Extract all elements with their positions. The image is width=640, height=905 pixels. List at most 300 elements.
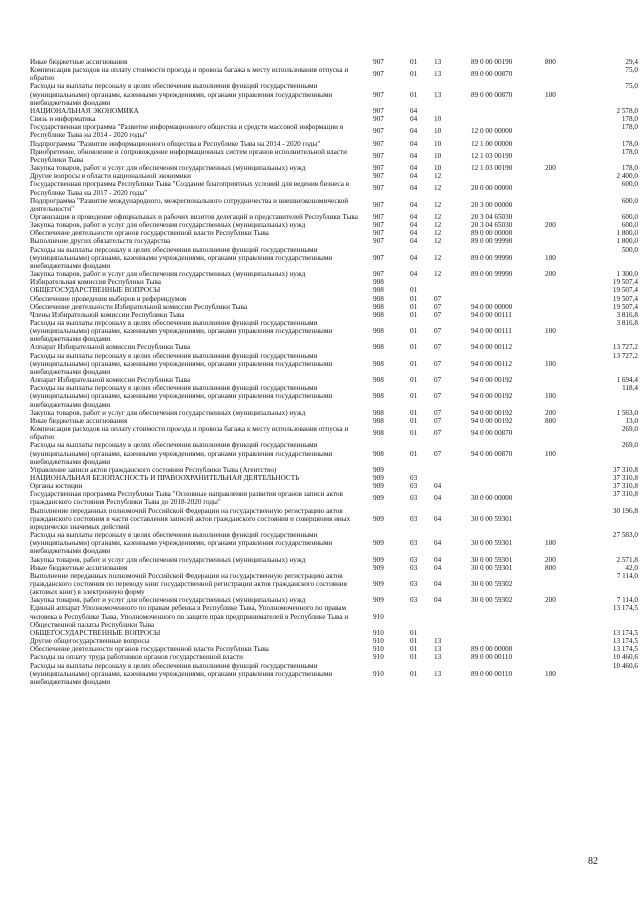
- row-name: Выполнение переданных полномочий Российской Федерации на государственную регистрацию актов гражданского состояния по переводу книг государственной регистрации актов гражданского состояния (актовых книг) в электронную форму: [30, 571, 347, 597]
- expense-type-code: [545, 376, 580, 384]
- table-row: [30, 556, 638, 564]
- section-code: 03: [410, 563, 418, 572]
- expense-type-code: 200: [545, 555, 556, 564]
- amount: 10 460,6: [612, 653, 638, 662]
- amount: 1 694,4: [616, 376, 638, 385]
- target-article-code: 94 0 00 00112: [471, 343, 513, 352]
- target-article-code: 89 0 00 00110: [471, 669, 513, 678]
- row-name: Обеспечение проведения выборов и референдумов: [30, 294, 187, 303]
- expense-type-code: [545, 490, 580, 506]
- table-row: [30, 148, 638, 164]
- table-row: [30, 180, 638, 196]
- section-code: 01: [410, 294, 418, 303]
- row-name: Обеспечение деятельности органов государственной власти Республики Тыва: [30, 645, 269, 654]
- admin-code: 908: [373, 343, 384, 352]
- admin-code: 909: [373, 539, 384, 548]
- amount: 19 507,4: [612, 286, 638, 295]
- table-row: [30, 66, 638, 82]
- subsection-code: [434, 604, 471, 628]
- subsection-code: 07: [434, 416, 442, 425]
- amount: 600,0: [621, 180, 638, 189]
- section-code: 03: [410, 580, 418, 588]
- expense-type-code: 100: [545, 253, 556, 262]
- row-name: Выполнение переданных полномочий Российской Федерации на государственную регистрацию актов гражданского состояния в части составления записей актов гражданского состояния и совершения иных юридически значимых действий: [30, 506, 351, 531]
- subsection-code: 13: [434, 70, 442, 79]
- table-row: [30, 213, 638, 221]
- section-code: 01: [410, 637, 418, 646]
- expense-type-code: 100: [545, 327, 556, 336]
- section-code: 01: [410, 302, 418, 311]
- section-code: 03: [410, 539, 418, 548]
- section-code: 04: [410, 139, 418, 148]
- subsection-code: 07: [434, 429, 442, 438]
- target-article-code: 20 3 00 00000: [471, 200, 513, 209]
- amount: 600,0: [621, 212, 638, 221]
- admin-code: 907: [373, 200, 384, 209]
- subsection-code: 04: [434, 494, 442, 503]
- row-name: Аппарат Избирательной комиссии Республики Тыва: [30, 343, 191, 352]
- target-article-code: 94 0 00 00870: [471, 429, 513, 438]
- amount: 178,0: [621, 123, 638, 132]
- admin-code: 908: [373, 294, 384, 303]
- subsection-code: 12: [434, 184, 442, 193]
- target-article-code: 89 0 00 00000: [471, 645, 513, 654]
- section-code: [410, 278, 434, 286]
- row-name: Выполнение других обязательств государства: [30, 237, 171, 246]
- amount: 600,0: [621, 196, 638, 205]
- row-name: ОБЩЕГОСУДАРСТВЕННЫЕ ВОПРОСЫ: [30, 628, 161, 637]
- target-article-code: [471, 466, 545, 474]
- amount: 7 114,0: [616, 596, 638, 605]
- section-code: 03: [410, 473, 418, 482]
- expense-type-code: 200: [545, 221, 556, 230]
- subsection-code: 13: [434, 58, 442, 66]
- row-name: Расходы на выплаты персоналу в целях обеспечения выполнения функций государственными (муниципальными) органами, казенными учреждениями, органами управления государственными внебюджетными фондами: [30, 245, 333, 270]
- expense-type-code: [545, 107, 580, 115]
- table-row: [30, 507, 638, 531]
- admin-code: 908: [373, 416, 384, 425]
- table-row: [30, 278, 638, 286]
- section-code: 04: [410, 164, 418, 173]
- expense-type-code: 100: [545, 669, 556, 678]
- expense-type-code: [545, 172, 580, 180]
- row-name: Другие общегосударственные вопросы: [30, 637, 150, 646]
- table-row: [30, 564, 638, 572]
- table-row: [30, 197, 638, 213]
- table-row: [30, 303, 638, 311]
- admin-code: 907: [373, 70, 384, 79]
- amount: 10 460,6: [612, 661, 638, 670]
- amount: 75,0: [625, 82, 638, 91]
- admin-code: 910: [373, 628, 384, 637]
- admin-code: 910: [373, 645, 384, 654]
- subsection-code: 07: [434, 343, 442, 352]
- expense-type-code: [545, 604, 580, 628]
- amount: 19 507,4: [612, 302, 638, 311]
- section-code: 01: [410, 376, 418, 385]
- table-row: [30, 572, 638, 596]
- section-code: 01: [410, 58, 418, 66]
- section-code: 01: [410, 310, 418, 319]
- expense-type-code: [545, 629, 580, 637]
- amount: 178,0: [621, 115, 638, 124]
- subsection-code: 10: [434, 115, 442, 124]
- table-row: [30, 140, 638, 148]
- row-name: Иные бюджетные ассигнования: [30, 58, 128, 66]
- row-name: Иные бюджетные ассигнования: [30, 563, 128, 572]
- row-name: Организация и проведение официальных и рабочих визитов делегаций и представителей Республики Тыва: [30, 212, 358, 221]
- amount: 13,0: [625, 416, 638, 425]
- subsection-code: 12: [434, 212, 442, 221]
- row-name: Закупка товаров, работ и услуг для обеспечения государственных (муниципальных) нужд: [30, 164, 306, 173]
- section-code: 03: [410, 596, 418, 605]
- expense-type-code: [545, 115, 580, 123]
- target-article-code: 94 0 00 00192: [471, 416, 513, 425]
- table-row: [30, 482, 638, 490]
- budget-table: [30, 58, 638, 686]
- amount: 37 310,8: [612, 490, 638, 499]
- expense-type-code: [545, 213, 580, 221]
- target-article-code: 30 0 00 59301: [471, 555, 513, 564]
- expense-type-code: 200: [545, 164, 556, 173]
- expense-type-code: 800: [545, 416, 556, 425]
- expense-type-code: 800: [545, 58, 556, 66]
- subsection-code: 12: [434, 253, 442, 262]
- target-article-code: 94 0 00 00111: [471, 327, 512, 336]
- table-row: [30, 662, 638, 686]
- target-article-code: 89 0 00 00870: [471, 70, 513, 79]
- row-name: ОБЩЕГОСУДАРСТВЕННЫЕ ВОПРОСЫ: [30, 286, 161, 295]
- expense-type-code: [545, 653, 580, 661]
- row-name: Аппарат Избирательной комиссии Республики Тыва: [30, 376, 191, 385]
- subsection-code: 10: [434, 139, 442, 148]
- section-code: 01: [410, 429, 418, 438]
- admin-code: 907: [373, 106, 384, 115]
- amount: 29,4: [625, 58, 638, 66]
- amount: 37 310,8: [612, 473, 638, 482]
- admin-code: 909: [373, 563, 384, 572]
- subsection-code: 13: [434, 653, 442, 662]
- section-code: 01: [410, 327, 418, 336]
- target-article-code: 94 0 00 00112: [471, 359, 513, 368]
- admin-code: 908: [373, 302, 384, 311]
- row-name: Государственная программа "Развитие информационного общества и средств массовой информации в Республике Тыва на 2014 - 2020 годы": [30, 123, 344, 140]
- section-code: 01: [410, 286, 418, 295]
- target-article-code: [471, 295, 545, 303]
- section-code: 04: [410, 253, 418, 262]
- subsection-code: 04: [434, 514, 442, 523]
- target-article-code: 30 0 00 59301: [471, 514, 513, 523]
- section-code: 04: [410, 212, 418, 221]
- subsection-code: [434, 629, 471, 637]
- subsection-code: [434, 466, 471, 474]
- admin-code: 907: [373, 253, 384, 262]
- row-name: НАЦИОНАЛЬНАЯ БЕЗОПАСНОСТЬ И ПРАВООХРАНИТЕЛЬНАЯ ДЕЯТЕЛЬНОСТЬ: [30, 473, 300, 482]
- row-name: Закупка товаров, работ и услуг для обеспечения государственных (муниципальных) нужд: [30, 596, 306, 605]
- row-name: Подпрограмма "Развитие информационного общества в Республике Тыва на 2014 - 2020 годы": [30, 139, 321, 148]
- amount: 13 174,5: [612, 604, 638, 613]
- admin-code: 909: [373, 555, 384, 564]
- admin-code: 907: [373, 58, 384, 66]
- target-article-code: 12 1 00 00000: [471, 139, 513, 148]
- admin-code: 907: [373, 115, 384, 124]
- subsection-code: 04: [434, 555, 442, 564]
- table-row: [30, 172, 638, 180]
- target-article-code: 94 0 00 00111: [471, 310, 512, 319]
- table-row: [30, 246, 638, 270]
- table-row: [30, 531, 638, 555]
- row-name: Другие вопросы в области национальной экономики: [30, 172, 191, 181]
- table-row: [30, 474, 638, 482]
- subsection-code: 13: [434, 669, 442, 678]
- target-article-code: 30 0 00 59301: [471, 563, 513, 572]
- admin-code: 907: [373, 212, 384, 221]
- target-article-code: 30 0 00 59301: [471, 539, 513, 548]
- amount: 2 400,0: [616, 172, 638, 181]
- section-code: [410, 466, 434, 474]
- admin-code: 907: [373, 127, 384, 136]
- amount: 27 583,0: [612, 531, 638, 540]
- admin-code: 908: [373, 429, 384, 438]
- amount: 37 310,8: [612, 482, 638, 491]
- amount: 269,0: [621, 425, 638, 434]
- section-code: 01: [410, 90, 418, 99]
- section-code: 04: [410, 106, 418, 115]
- admin-code: 907: [373, 164, 384, 173]
- subsection-code: 07: [434, 302, 442, 311]
- amount: 178,0: [621, 139, 638, 148]
- section-code: 01: [410, 628, 418, 637]
- table-row: [30, 286, 638, 294]
- row-name: Компенсация расходов на оплату стоимости проезда и провоза багажа к месту использования отпуска и обратно: [30, 66, 349, 83]
- table-row: [30, 229, 638, 237]
- amount: 600,0: [621, 221, 638, 230]
- subsection-code: 07: [434, 449, 442, 458]
- admin-code: 908: [373, 327, 384, 336]
- table-row: [30, 107, 638, 115]
- admin-code: 910: [373, 669, 384, 678]
- section-code: 01: [410, 669, 418, 678]
- target-article-code: [471, 637, 545, 645]
- section-code: [410, 604, 434, 628]
- admin-code: 910: [373, 653, 384, 662]
- subsection-code: 12: [434, 237, 442, 246]
- section-code: 04: [410, 221, 418, 230]
- target-article-code: 89 0 00 00110: [471, 653, 513, 662]
- admin-code: 907: [373, 90, 384, 99]
- target-article-code: 89 0 00 99990: [471, 237, 513, 246]
- admin-code: 909: [373, 580, 384, 588]
- expense-type-code: [545, 197, 580, 213]
- row-name: Обеспечение деятельности Избирательной комиссии Республики Тыва: [30, 302, 248, 311]
- subsection-code: 10: [434, 164, 442, 173]
- amount: 13 727,2: [612, 351, 638, 360]
- expense-type-code: [545, 237, 580, 245]
- page-number: 82: [588, 856, 598, 867]
- subsection-code: 07: [434, 359, 442, 368]
- row-name: Органы юстиции: [30, 482, 83, 491]
- expense-type-code: [545, 572, 580, 596]
- target-article-code: 89 0 00 99990: [471, 270, 513, 279]
- subsection-code: 07: [434, 294, 442, 303]
- expense-type-code: 200: [545, 596, 556, 605]
- target-article-code: 94 0 00 00192: [471, 392, 513, 401]
- amount: 178,0: [621, 147, 638, 156]
- expense-type-code: 100: [545, 359, 556, 368]
- subsection-code: 12: [434, 229, 442, 238]
- expense-type-code: [545, 278, 580, 286]
- amount: 7 114,0: [616, 571, 638, 580]
- expense-type-code: [545, 425, 580, 441]
- expense-type-code: [545, 482, 580, 490]
- subsection-code: 13: [434, 645, 442, 654]
- amount: 75,0: [625, 66, 638, 75]
- table-row: [30, 629, 638, 637]
- row-name: Связь и информатика: [30, 115, 96, 124]
- table-row: [30, 604, 638, 628]
- section-code: 01: [410, 70, 418, 79]
- section-code: 04: [410, 270, 418, 279]
- amount: 118,4: [622, 384, 638, 393]
- section-code: 04: [410, 229, 418, 238]
- amount: 30 196,8: [612, 506, 638, 515]
- amount: 42,0: [625, 563, 638, 572]
- row-name: Расходы на выплаты персоналу в целях обеспечения выполнения функций государственными (муниципальными) органами, казенными учреждениями, органами управления государственными внебюджетными фондами: [30, 441, 333, 466]
- table-row: [30, 311, 638, 319]
- admin-code: 907: [373, 270, 384, 279]
- row-name: Расходы на выплаты персоналу в целях обеспечения выполнения функций государственными (муниципальными) органами, казенными учреждениями, органами управления государственными внебюджетными фондами: [30, 319, 333, 344]
- amount: 500,0: [621, 245, 638, 254]
- section-code: 03: [410, 482, 418, 491]
- admin-code: 907: [373, 172, 384, 181]
- section-code: 03: [410, 555, 418, 564]
- admin-code: 910: [373, 612, 384, 621]
- amount: 3 816,8: [616, 310, 638, 319]
- subsection-code: 12: [434, 221, 442, 230]
- admin-code: 907: [373, 151, 384, 160]
- table-row: [30, 123, 638, 139]
- admin-code: 908: [373, 449, 384, 458]
- admin-code: 907: [373, 221, 384, 230]
- admin-code: 909: [373, 473, 384, 482]
- target-article-code: 12 0 00 00000: [471, 127, 513, 136]
- target-article-code: [471, 115, 545, 123]
- section-code: 04: [410, 184, 418, 193]
- target-article-code: 94 0 00 00192: [471, 376, 513, 385]
- admin-code: 908: [373, 286, 384, 295]
- subsection-code: 10: [434, 127, 442, 136]
- section-code: 01: [410, 449, 418, 458]
- expense-type-code: 100: [545, 392, 556, 401]
- target-article-code: [471, 286, 545, 294]
- expense-type-code: [545, 140, 580, 148]
- admin-code: 907: [373, 237, 384, 246]
- table-row: [30, 409, 638, 417]
- admin-code: 910: [373, 637, 384, 646]
- row-name: Подпрограмма "Развитие международного, межрегионального сотрудничества и внешнеэкономической деятельности": [30, 196, 349, 213]
- row-name: Закупка товаров, работ и услуг для обеспечения государственных (муниципальных) нужд: [30, 270, 306, 279]
- admin-code: 909: [373, 482, 384, 491]
- subsection-code: 04: [434, 539, 442, 548]
- table-row: [30, 319, 638, 343]
- section-code: 01: [410, 645, 418, 654]
- table-row: [30, 653, 638, 661]
- table-row: [30, 466, 638, 474]
- subsection-code: [434, 286, 471, 294]
- admin-code: 908: [373, 310, 384, 319]
- target-article-code: 89 0 00 99990: [471, 253, 513, 262]
- amount: 3 816,8: [616, 319, 638, 327]
- table-row: [30, 596, 638, 604]
- admin-code: 909: [373, 514, 384, 523]
- subsection-code: 07: [434, 327, 442, 336]
- table-row: [30, 352, 638, 376]
- row-name: Единый аппарат Уполномоченного по правам ребенка в Республике Тыва, Уполномоченного по правам человека в Республике Тыва, Уполномоченного по защите прав предпринимателей в Республике Тыва и Общественной палаты Республики Тыва: [30, 604, 349, 629]
- expense-type-code: [545, 66, 580, 82]
- target-article-code: [471, 172, 545, 180]
- row-name: Иные бюджетные ассигнования: [30, 416, 128, 425]
- target-article-code: 94 0 00 00870: [471, 449, 513, 458]
- table-row: [30, 384, 638, 408]
- amount: 1 800,0: [616, 229, 638, 238]
- subsection-code: 04: [434, 580, 442, 588]
- row-name: Государственная программа Республики Тыва "Основные направления развития органов записи актов гражданского состояния Республики Тыва до 2018-2020 годы": [30, 490, 343, 507]
- admin-code: 907: [373, 139, 384, 148]
- section-code: 01: [410, 392, 418, 401]
- table-row: [30, 343, 638, 351]
- expense-type-code: [545, 343, 580, 351]
- section-code: 04: [410, 127, 418, 136]
- target-article-code: 89 0 00 00870: [471, 90, 513, 99]
- expense-type-code: [545, 311, 580, 319]
- row-name: Закупка товаров, работ и услуг для обеспечения государственных (муниципальных) нужд: [30, 408, 306, 417]
- target-article-code: [471, 278, 545, 286]
- row-name: Расходы на выплаты персоналу в целях обеспечения выполнения функций государственными (муниципальными) органами, казенными учреждениями, органами управления государственными внебюджетными фондами: [30, 82, 333, 107]
- row-name: Расходы на выплаты персоналу в целях обеспечения выполнения функций государственными (муниципальными) органами, казенными учреждениями, органами управления государственными внебюджетными фондами: [30, 661, 333, 686]
- amount: 2 578,0: [616, 106, 638, 115]
- expense-type-code: 200: [545, 270, 556, 279]
- row-name: Расходы на выплаты персоналу в целях обеспечения выполнения функций государственными (муниципальными) органами, казенными учреждениями, органами управления государственными внебюджетными фондами: [30, 531, 333, 556]
- target-article-code: 30 0 00 00000: [471, 494, 513, 503]
- row-name: Управление записи актов гражданского состояния Республики Тыва (Агентство): [30, 465, 277, 474]
- section-code: 01: [410, 359, 418, 368]
- subsection-code: 07: [434, 310, 442, 319]
- section-code: 01: [410, 416, 418, 425]
- row-name: Обеспечение деятельности органов государственной власти Республики Тыва: [30, 229, 269, 238]
- target-article-code: 30 0 00 59302: [471, 580, 513, 588]
- target-article-code: 12 1 03 00190: [471, 151, 513, 160]
- table-row: [30, 221, 638, 229]
- target-article-code: [471, 604, 545, 628]
- row-name: Расходы на выплаты персоналу в целях обеспечения выполнения функций государственными (муниципальными) органами, казенными учреждениями, органами управления государственными внебюджетными фондами: [30, 351, 333, 376]
- expense-type-code: [545, 637, 580, 645]
- target-article-code: 94 0 00 00192: [471, 408, 513, 417]
- target-article-code: 89 0 00 00190: [471, 58, 513, 66]
- table-row: [30, 295, 638, 303]
- expense-type-code: [545, 295, 580, 303]
- amount: 13 174,5: [612, 645, 638, 654]
- expense-type-code: [545, 286, 580, 294]
- subsection-code: 07: [434, 392, 442, 401]
- target-article-code: 20 3 04 65030: [471, 221, 513, 230]
- amount: 269,0: [621, 441, 638, 450]
- amount: 1 563,0: [616, 408, 638, 417]
- expense-type-code: [545, 303, 580, 311]
- amount: 37 310,8: [612, 465, 638, 474]
- table-row: [30, 115, 638, 123]
- row-name: Закупка товаров, работ и услуг для обеспечения государственных (муниципальных) нужд: [30, 555, 306, 564]
- admin-code: 908: [373, 376, 384, 385]
